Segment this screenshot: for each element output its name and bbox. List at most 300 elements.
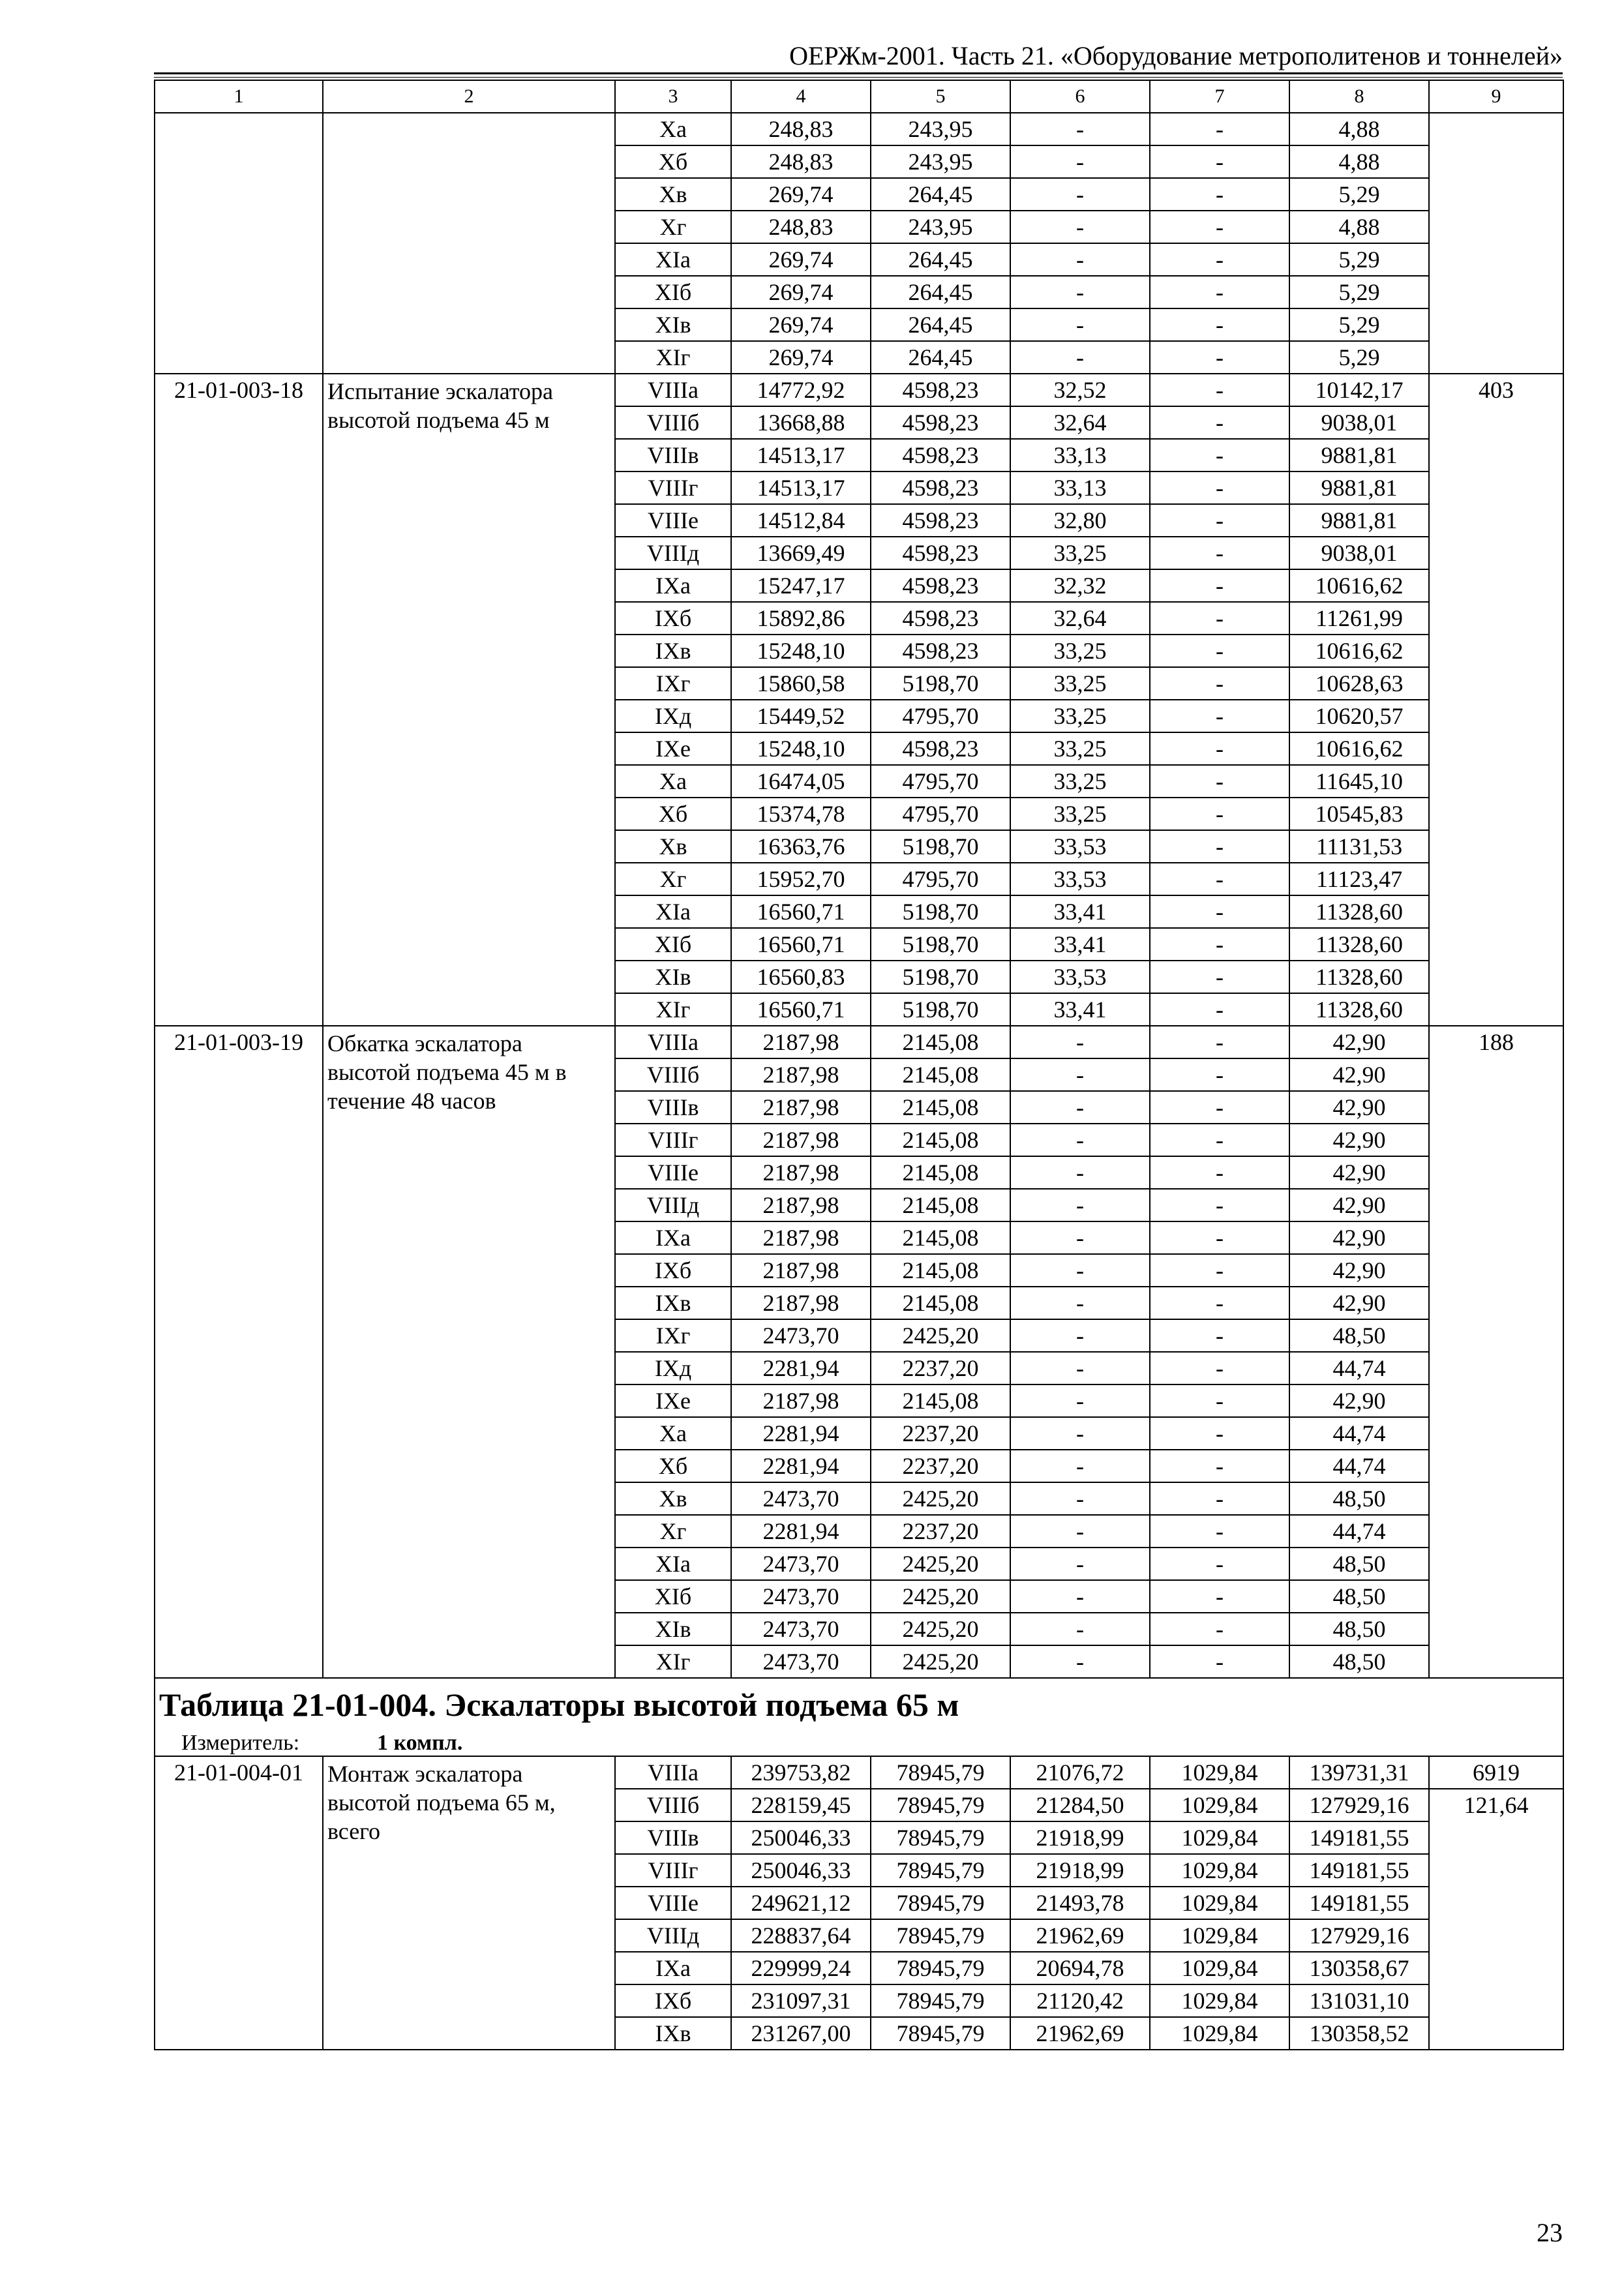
cell-col-8: 11328,60: [1289, 928, 1429, 961]
cell-col-4: 13668,88: [731, 406, 871, 439]
cell-col-3: XIа: [615, 243, 731, 276]
cell-col-7: -: [1150, 830, 1289, 863]
page-number: 23: [1537, 2218, 1563, 2247]
page-header: ОЕРЖм-2001. Часть 21. «Оборудование метрополитенов и тоннелей»: [789, 41, 1563, 70]
column-number: 6: [1010, 80, 1150, 113]
table-row: [155, 1756, 1563, 1789]
cell-col-4: 228837,64: [731, 1919, 871, 1952]
cell-col-6: 33,25: [1010, 537, 1150, 569]
cell-col-3: Xв: [615, 178, 731, 211]
cell-col-6: -: [1010, 1091, 1150, 1124]
cell-col-8: 42,90: [1289, 1189, 1429, 1221]
cell-col-5: 4598,23: [871, 504, 1010, 537]
cell-col-7: -: [1150, 1482, 1289, 1515]
cell-col-7: -: [1150, 1026, 1289, 1058]
cell-col-5: 4598,23: [871, 537, 1010, 569]
cell-col-4: 2281,94: [731, 1450, 871, 1482]
cell-col-5: 78945,79: [871, 2017, 1010, 2050]
cell-col-7: -: [1150, 765, 1289, 798]
section-row: [155, 1678, 1563, 1730]
cell-col-3: IXг: [615, 667, 731, 700]
cell-col-5: 4598,23: [871, 635, 1010, 667]
cell-col-7: -: [1150, 1352, 1289, 1384]
cell-col-8: 149181,55: [1289, 1854, 1429, 1887]
cell-col-8: 48,50: [1289, 1319, 1429, 1352]
column-number-row: [155, 80, 1563, 113]
cell-col-3: VIIIа: [615, 1756, 731, 1789]
cell-col-5: 243,95: [871, 145, 1010, 178]
cell-col-5: 78945,79: [871, 1984, 1010, 2017]
cell-col-4: 228159,45: [731, 1789, 871, 1821]
cell-col-5: 2145,08: [871, 1026, 1010, 1058]
cell-col-6: 33,25: [1010, 732, 1150, 765]
cell-col-7: -: [1150, 504, 1289, 537]
cell-col-6: 21918,99: [1010, 1821, 1150, 1854]
cell-col-7: -: [1150, 211, 1289, 243]
cell-col-6: 33,25: [1010, 635, 1150, 667]
cell-col-3: IXе: [615, 1384, 731, 1417]
cell-col-7: -: [1150, 1221, 1289, 1254]
cell-col-3: VIIIб: [615, 1058, 731, 1091]
table-row: [155, 113, 1563, 145]
cell-col-5: 78945,79: [871, 1952, 1010, 1984]
header-rule-thin: [154, 77, 1563, 78]
cell-col-8: 5,29: [1289, 341, 1429, 374]
cell-col-4: 269,74: [731, 308, 871, 341]
cell-col-5: 2425,20: [871, 1613, 1010, 1645]
cell-col-3: VIIIд: [615, 1189, 731, 1221]
mass-value: 188: [1429, 1026, 1563, 1678]
cell-col-7: -: [1150, 276, 1289, 308]
cell-col-6: -: [1010, 1450, 1150, 1482]
cell-col-7: 1029,84: [1150, 1919, 1289, 1952]
cell-col-3: VIIIв: [615, 1091, 731, 1124]
cell-col-5: 2425,20: [871, 1319, 1010, 1352]
cell-col-5: 2145,08: [871, 1091, 1010, 1124]
cell-col-4: 2187,98: [731, 1384, 871, 1417]
cell-col-8: 48,50: [1289, 1580, 1429, 1613]
cell-col-7: 1029,84: [1150, 1756, 1289, 1789]
cell-col-6: -: [1010, 145, 1150, 178]
cell-col-6: 21918,99: [1010, 1854, 1150, 1887]
cell-col-6: -: [1010, 1026, 1150, 1058]
cell-col-8: 10545,83: [1289, 798, 1429, 830]
cell-col-3: Xв: [615, 1482, 731, 1515]
cell-col-8: 11645,10: [1289, 765, 1429, 798]
cell-col-5: 5198,70: [871, 961, 1010, 993]
cell-col-6: -: [1010, 1189, 1150, 1221]
cell-col-5: 264,45: [871, 276, 1010, 308]
cell-col-6: -: [1010, 1548, 1150, 1580]
cell-col-8: 42,90: [1289, 1156, 1429, 1189]
column-number: 2: [323, 80, 615, 113]
cell-col-8: 9881,81: [1289, 471, 1429, 504]
cell-col-4: 14512,84: [731, 504, 871, 537]
cell-col-7: -: [1150, 406, 1289, 439]
column-number: 9: [1429, 80, 1563, 113]
cell-col-7: -: [1150, 1254, 1289, 1287]
cell-col-3: VIIIг: [615, 1124, 731, 1156]
cell-col-6: -: [1010, 276, 1150, 308]
cell-col-4: 16363,76: [731, 830, 871, 863]
cell-col-8: 5,29: [1289, 243, 1429, 276]
cell-col-6: -: [1010, 1287, 1150, 1319]
cell-col-5: 78945,79: [871, 1789, 1010, 1821]
cell-col-6: -: [1010, 341, 1150, 374]
cell-col-5: 2145,08: [871, 1189, 1010, 1221]
cell-col-7: -: [1150, 961, 1289, 993]
cell-col-3: VIIIе: [615, 1156, 731, 1189]
cell-col-7: -: [1150, 993, 1289, 1026]
cell-col-8: 130358,52: [1289, 2017, 1429, 2050]
cell-col-5: 264,45: [871, 308, 1010, 341]
cell-col-6: -: [1010, 211, 1150, 243]
cell-col-4: 2187,98: [731, 1091, 871, 1124]
cell-col-5: 264,45: [871, 243, 1010, 276]
cell-col-8: 131031,10: [1289, 1984, 1429, 2017]
cell-col-5: 4598,23: [871, 374, 1010, 406]
cell-col-6: 33,41: [1010, 895, 1150, 928]
cell-col-3: XIв: [615, 308, 731, 341]
cell-col-4: 16560,71: [731, 928, 871, 961]
cell-col-7: -: [1150, 700, 1289, 732]
cell-col-4: 15248,10: [731, 635, 871, 667]
cell-col-7: 1029,84: [1150, 1821, 1289, 1854]
cell-col-5: 2145,08: [871, 1384, 1010, 1417]
cell-col-7: -: [1150, 1287, 1289, 1319]
cell-col-3: XIа: [615, 895, 731, 928]
cell-col-8: 42,90: [1289, 1384, 1429, 1417]
cell-col-7: 1029,84: [1150, 1854, 1289, 1887]
cell-col-8: 48,50: [1289, 1548, 1429, 1580]
cell-col-7: -: [1150, 243, 1289, 276]
cell-col-4: 231097,31: [731, 1984, 871, 2017]
cell-col-6: 21962,69: [1010, 2017, 1150, 2050]
cell-col-6: -: [1010, 243, 1150, 276]
cell-col-8: 48,50: [1289, 1613, 1429, 1645]
cell-col-6: 21284,50: [1010, 1789, 1150, 1821]
cell-col-7: -: [1150, 1515, 1289, 1548]
cell-col-3: IXв: [615, 1287, 731, 1319]
cell-col-5: 4795,70: [871, 798, 1010, 830]
cell-col-4: 14772,92: [731, 374, 871, 406]
cell-col-3: Xа: [615, 113, 731, 145]
cell-col-6: 20694,78: [1010, 1952, 1150, 1984]
cell-col-7: -: [1150, 178, 1289, 211]
cell-col-8: 44,74: [1289, 1352, 1429, 1384]
cell-col-5: 4598,23: [871, 439, 1010, 471]
cell-col-6: 32,52: [1010, 374, 1150, 406]
cell-col-7: -: [1150, 602, 1289, 635]
cell-col-6: -: [1010, 1515, 1150, 1548]
meter-label: Измеритель:: [181, 1730, 300, 1755]
cell-col-5: 78945,79: [871, 1919, 1010, 1952]
cell-col-8: 130358,67: [1289, 1952, 1429, 1984]
mass-value: 6919: [1429, 1756, 1563, 1789]
cell-col-3: Xб: [615, 1450, 731, 1482]
cell-col-5: 5198,70: [871, 928, 1010, 961]
cell-col-8: 149181,55: [1289, 1821, 1429, 1854]
cell-col-3: IXа: [615, 569, 731, 602]
cell-col-5: 2425,20: [871, 1645, 1010, 1678]
cell-col-7: -: [1150, 928, 1289, 961]
cell-col-4: 2473,70: [731, 1319, 871, 1352]
cell-col-7: -: [1150, 667, 1289, 700]
cell-col-6: -: [1010, 113, 1150, 145]
cell-col-4: 2281,94: [731, 1352, 871, 1384]
rate-code: [155, 113, 323, 374]
cell-col-7: -: [1150, 537, 1289, 569]
cell-col-3: IXв: [615, 635, 731, 667]
cell-col-8: 10142,17: [1289, 374, 1429, 406]
cell-col-7: -: [1150, 1124, 1289, 1156]
cell-col-6: 32,32: [1010, 569, 1150, 602]
cell-col-5: 264,45: [871, 178, 1010, 211]
cell-col-3: XIг: [615, 341, 731, 374]
cell-col-5: 5198,70: [871, 667, 1010, 700]
cell-col-8: 10620,57: [1289, 700, 1429, 732]
cell-col-4: 249621,12: [731, 1887, 871, 1919]
cell-col-6: 33,13: [1010, 439, 1150, 471]
cell-col-4: 13669,49: [731, 537, 871, 569]
cell-col-7: -: [1150, 374, 1289, 406]
cell-col-6: 33,53: [1010, 830, 1150, 863]
cell-col-8: 4,88: [1289, 211, 1429, 243]
cell-col-5: 78945,79: [871, 1821, 1010, 1854]
cell-col-3: Xг: [615, 211, 731, 243]
cell-col-6: 32,64: [1010, 406, 1150, 439]
cell-col-6: 33,41: [1010, 928, 1150, 961]
column-number: 4: [731, 80, 871, 113]
cell-col-8: 42,90: [1289, 1221, 1429, 1254]
cell-col-3: IXа: [615, 1221, 731, 1254]
cell-col-5: 2237,20: [871, 1352, 1010, 1384]
cell-col-3: XIб: [615, 1580, 731, 1613]
cell-col-3: VIIIг: [615, 1854, 731, 1887]
meter-row: [155, 1730, 1563, 1756]
cell-col-4: 14513,17: [731, 471, 871, 504]
cell-col-6: 33,13: [1010, 471, 1150, 504]
cell-col-8: 11131,53: [1289, 830, 1429, 863]
cell-col-3: VIIIб: [615, 406, 731, 439]
cell-col-5: 2237,20: [871, 1417, 1010, 1450]
cell-col-6: -: [1010, 1482, 1150, 1515]
column-number: 7: [1150, 80, 1289, 113]
cell-col-4: 269,74: [731, 341, 871, 374]
cell-col-8: 42,90: [1289, 1287, 1429, 1319]
cell-col-4: 229999,24: [731, 1952, 871, 1984]
cell-col-3: VIIIе: [615, 504, 731, 537]
cell-col-3: XIг: [615, 1645, 731, 1678]
mass-value-2: 121,64: [1429, 1789, 1563, 2050]
cell-col-4: 2473,70: [731, 1645, 871, 1678]
cell-col-7: -: [1150, 1645, 1289, 1678]
cell-col-8: 149181,55: [1289, 1887, 1429, 1919]
header-rule: [154, 72, 1563, 74]
cell-col-7: 1029,84: [1150, 2017, 1289, 2050]
cell-col-8: 9881,81: [1289, 504, 1429, 537]
cell-col-3: VIIIд: [615, 1919, 731, 1952]
cell-col-4: 2187,98: [731, 1156, 871, 1189]
cell-col-5: 4598,23: [871, 471, 1010, 504]
section-cell: [155, 1678, 1563, 1730]
cell-col-7: -: [1150, 732, 1289, 765]
cell-col-3: XIв: [615, 961, 731, 993]
cell-col-3: Xг: [615, 863, 731, 895]
cell-col-5: 2237,20: [871, 1515, 1010, 1548]
cell-col-4: 269,74: [731, 243, 871, 276]
cell-col-8: 127929,16: [1289, 1919, 1429, 1952]
cell-col-8: 42,90: [1289, 1254, 1429, 1287]
cell-col-4: 2473,70: [731, 1613, 871, 1645]
cell-col-7: -: [1150, 1613, 1289, 1645]
cell-col-8: 48,50: [1289, 1645, 1429, 1678]
cell-col-3: VIIIб: [615, 1789, 731, 1821]
cell-col-6: 32,64: [1010, 602, 1150, 635]
cell-col-8: 9038,01: [1289, 537, 1429, 569]
cell-col-7: -: [1150, 1580, 1289, 1613]
cell-col-3: Xб: [615, 145, 731, 178]
cell-col-6: -: [1010, 1221, 1150, 1254]
cell-col-8: 5,29: [1289, 276, 1429, 308]
cell-col-8: 10628,63: [1289, 667, 1429, 700]
cell-col-6: -: [1010, 1319, 1150, 1352]
cell-col-7: -: [1150, 895, 1289, 928]
column-number: 5: [871, 80, 1010, 113]
cell-col-3: IXб: [615, 1984, 731, 2017]
cell-col-4: 2473,70: [731, 1548, 871, 1580]
cell-col-5: 243,95: [871, 113, 1010, 145]
cell-col-5: 2425,20: [871, 1482, 1010, 1515]
cell-col-8: 139731,31: [1289, 1756, 1429, 1789]
cell-col-3: Xа: [615, 765, 731, 798]
cell-col-4: 16560,71: [731, 895, 871, 928]
cell-col-8: 44,74: [1289, 1450, 1429, 1482]
cell-col-4: 15247,17: [731, 569, 871, 602]
meter-value: 1 компл.: [377, 1730, 463, 1755]
cell-col-8: 11328,60: [1289, 993, 1429, 1026]
cell-col-4: 2187,98: [731, 1026, 871, 1058]
cell-col-6: -: [1010, 1058, 1150, 1091]
cell-col-4: 15374,78: [731, 798, 871, 830]
cell-col-3: VIIIд: [615, 537, 731, 569]
cell-col-4: 15248,10: [731, 732, 871, 765]
cell-col-8: 5,29: [1289, 178, 1429, 211]
rate-code: 21-01-004-01: [155, 1756, 323, 2050]
cell-col-7: -: [1150, 341, 1289, 374]
cell-col-7: -: [1150, 1319, 1289, 1352]
cell-col-7: -: [1150, 1058, 1289, 1091]
column-number: 3: [615, 80, 731, 113]
table-row: [155, 374, 1563, 406]
cell-col-4: 250046,33: [731, 1854, 871, 1887]
cell-col-6: 21120,42: [1010, 1984, 1150, 2017]
cell-col-7: -: [1150, 113, 1289, 145]
cell-col-4: 2473,70: [731, 1482, 871, 1515]
cell-col-6: 33,25: [1010, 667, 1150, 700]
cell-col-3: XIб: [615, 928, 731, 961]
cell-col-7: -: [1150, 145, 1289, 178]
cell-col-8: 9881,81: [1289, 439, 1429, 471]
cell-col-4: 2187,98: [731, 1058, 871, 1091]
cell-col-3: IXе: [615, 732, 731, 765]
cell-col-4: 15952,70: [731, 863, 871, 895]
cell-col-5: 2425,20: [871, 1580, 1010, 1613]
cell-col-6: 21962,69: [1010, 1919, 1150, 1952]
cell-col-3: IXб: [615, 602, 731, 635]
cell-col-5: 5198,70: [871, 830, 1010, 863]
cell-col-4: 2187,98: [731, 1287, 871, 1319]
cell-col-8: 11261,99: [1289, 602, 1429, 635]
work-name: Монтаж эскалатора высотой подъема 65 м, всего: [323, 1756, 615, 2050]
cell-col-3: XIг: [615, 993, 731, 1026]
mass-value: 403: [1429, 374, 1563, 1026]
cell-col-6: 33,41: [1010, 993, 1150, 1026]
rates-table: [154, 80, 1564, 2050]
cell-col-7: -: [1150, 798, 1289, 830]
cell-col-4: 2187,98: [731, 1254, 871, 1287]
cell-col-8: 44,74: [1289, 1417, 1429, 1450]
cell-col-6: 21493,78: [1010, 1887, 1150, 1919]
cell-col-4: 2473,70: [731, 1580, 871, 1613]
cell-col-6: 32,80: [1010, 504, 1150, 537]
cell-col-4: 2187,98: [731, 1189, 871, 1221]
cell-col-5: 2145,08: [871, 1221, 1010, 1254]
cell-col-4: 269,74: [731, 178, 871, 211]
cell-col-8: 9038,01: [1289, 406, 1429, 439]
cell-col-3: VIIIв: [615, 1821, 731, 1854]
cell-col-4: 16560,83: [731, 961, 871, 993]
cell-col-7: -: [1150, 1384, 1289, 1417]
cell-col-6: -: [1010, 1645, 1150, 1678]
cell-col-6: -: [1010, 1254, 1150, 1287]
cell-col-8: 11123,47: [1289, 863, 1429, 895]
cell-col-8: 42,90: [1289, 1124, 1429, 1156]
cell-col-4: 16474,05: [731, 765, 871, 798]
cell-col-7: -: [1150, 1450, 1289, 1482]
cell-col-5: 2145,08: [871, 1124, 1010, 1156]
cell-col-3: IXг: [615, 1319, 731, 1352]
cell-col-3: XIб: [615, 276, 731, 308]
column-number: 1: [155, 80, 323, 113]
cell-col-4: 248,83: [731, 145, 871, 178]
cell-col-8: 44,74: [1289, 1515, 1429, 1548]
cell-col-5: 2145,08: [871, 1287, 1010, 1319]
cell-col-7: 1029,84: [1150, 1984, 1289, 2017]
cell-col-7: -: [1150, 1189, 1289, 1221]
cell-col-5: 4795,70: [871, 863, 1010, 895]
cell-col-6: -: [1010, 1580, 1150, 1613]
cell-col-8: 4,88: [1289, 113, 1429, 145]
section-title: Таблица 21-01-004. Эскалаторы высотой подъема 65 м: [159, 1686, 959, 1723]
cell-col-5: 4598,23: [871, 602, 1010, 635]
column-number: 8: [1289, 80, 1429, 113]
cell-col-7: -: [1150, 471, 1289, 504]
table-row: [155, 1026, 1563, 1058]
cell-col-6: -: [1010, 1613, 1150, 1645]
cell-col-6: 33,53: [1010, 863, 1150, 895]
cell-col-7: -: [1150, 1156, 1289, 1189]
cell-col-8: 11328,60: [1289, 895, 1429, 928]
cell-col-4: 15892,86: [731, 602, 871, 635]
cell-col-7: -: [1150, 863, 1289, 895]
cell-col-8: 5,29: [1289, 308, 1429, 341]
cell-col-7: -: [1150, 1091, 1289, 1124]
cell-col-6: 33,25: [1010, 798, 1150, 830]
cell-col-8: 48,50: [1289, 1482, 1429, 1515]
cell-col-4: 16560,71: [731, 993, 871, 1026]
cell-col-4: 15449,52: [731, 700, 871, 732]
